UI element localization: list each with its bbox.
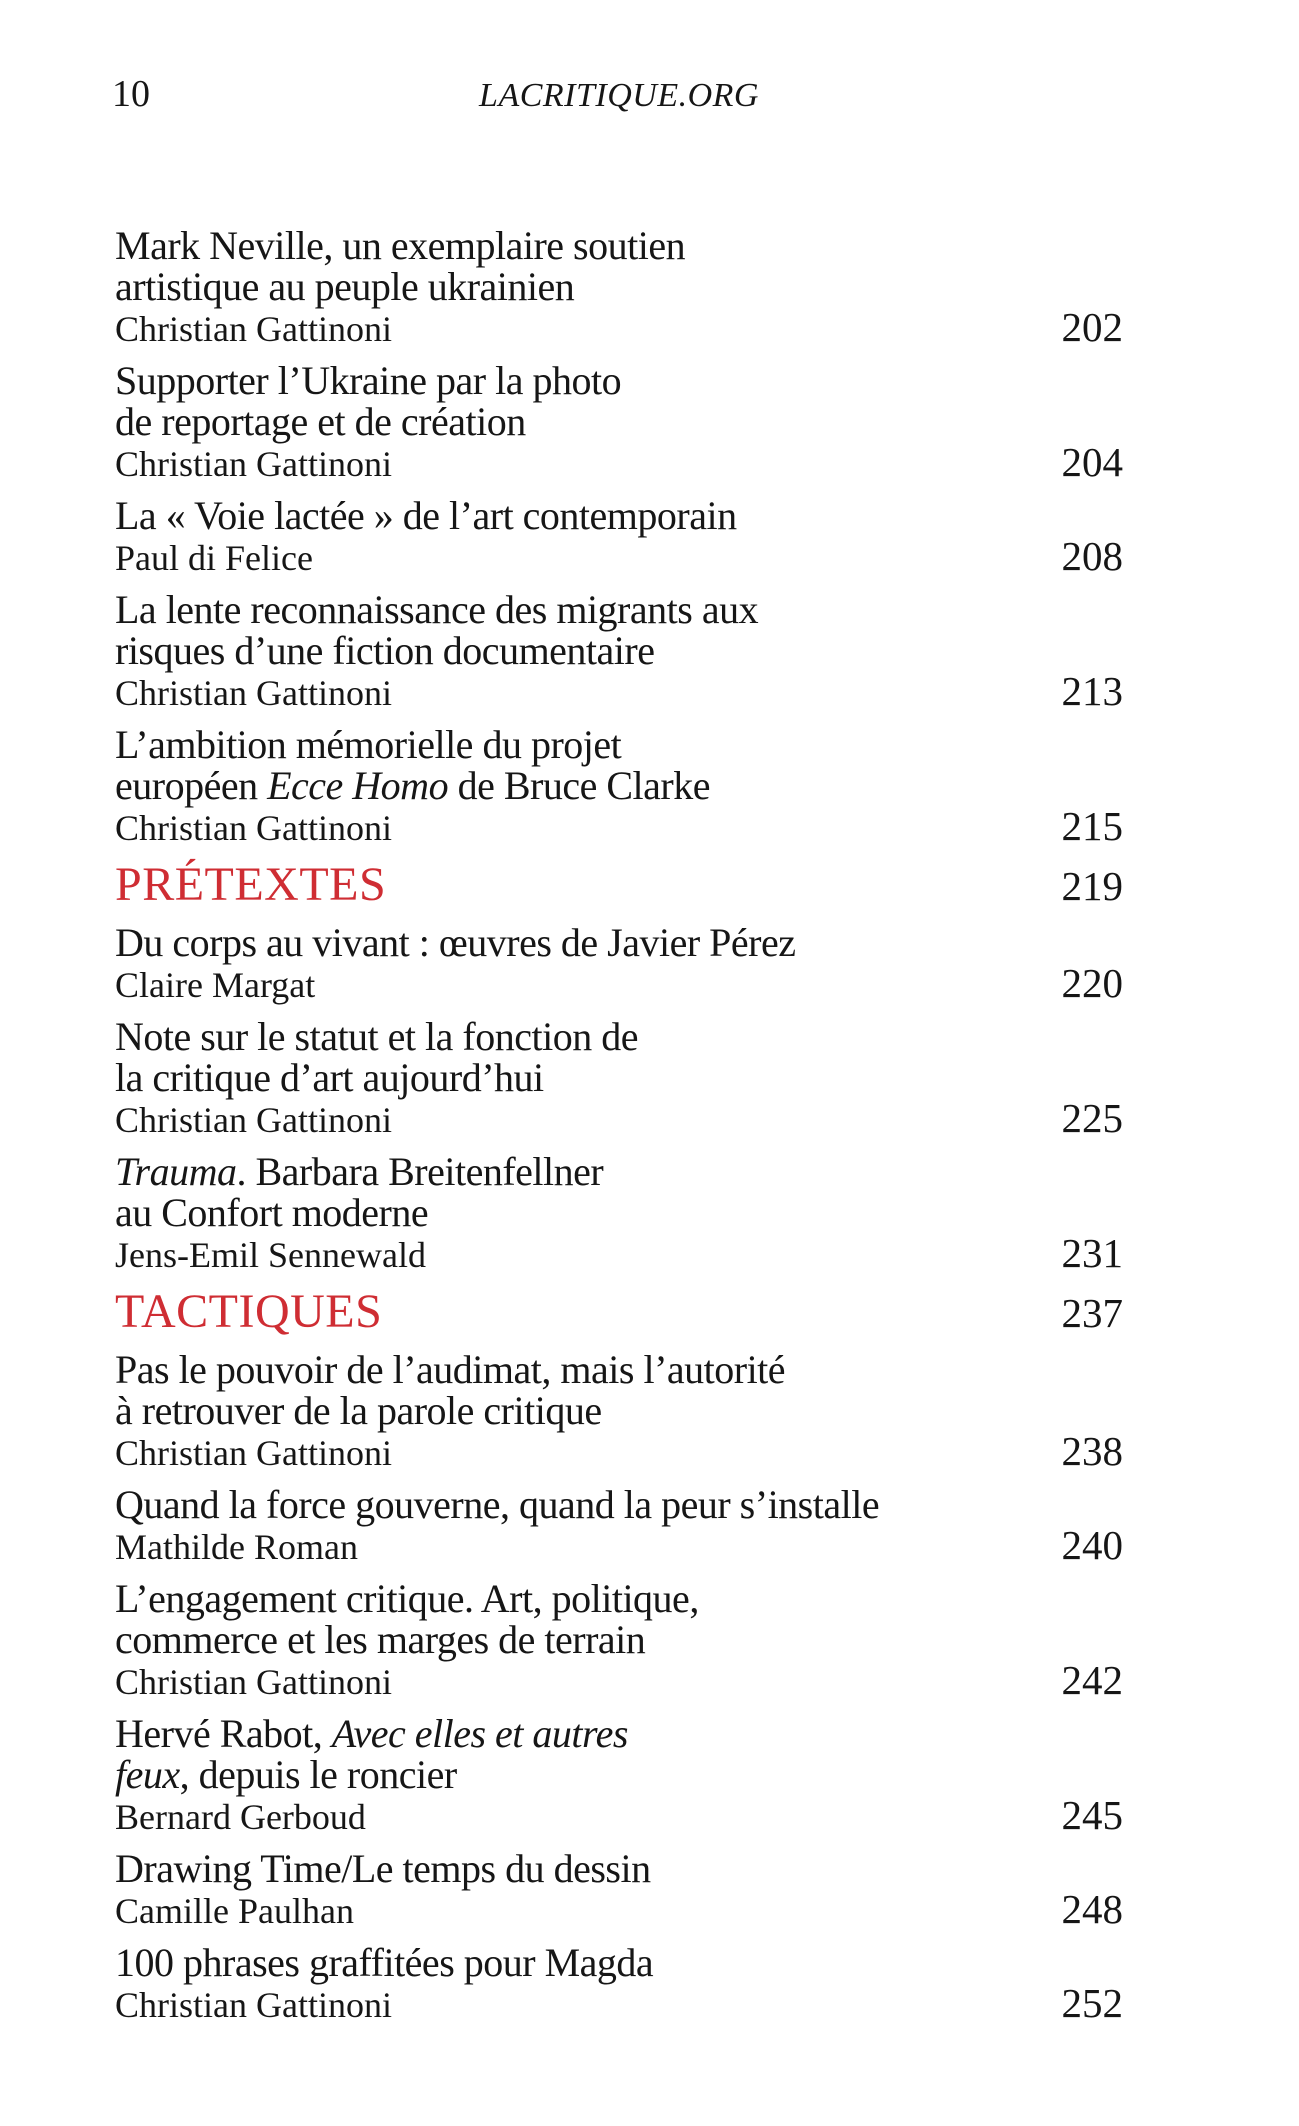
entry-title-line: [115, 1057, 1123, 1098]
entry-title-line: [115, 1578, 1123, 1619]
entry-title-line: [115, 360, 1123, 401]
entry-page-number: 215: [1061, 803, 1123, 849]
entry-title-line: [115, 724, 1123, 765]
entry-meta-row: [115, 304, 1123, 350]
title-segment: La « Voie lactée » de l’art contemporain: [115, 493, 737, 538]
entry-meta-row: [115, 533, 1123, 579]
entry-page-number: 225: [1061, 1095, 1123, 1141]
entry-title-line: [115, 495, 1123, 536]
title-segment: au Confort moderne: [115, 1190, 429, 1235]
entry-author: Christian Gattinoni: [115, 444, 392, 484]
toc-entry: [115, 225, 1123, 349]
entry-page-number: 252: [1061, 1980, 1123, 2026]
entry-meta-row: [115, 1886, 1123, 1932]
entry-page-number: 248: [1061, 1886, 1123, 1932]
entry-title-line: [115, 266, 1123, 307]
entry-meta-row: [115, 668, 1123, 714]
entry-title-line: [115, 589, 1123, 630]
entry-title: [115, 922, 1123, 963]
title-segment: Quand la force gouverne, quand la peur s’installe: [115, 1482, 880, 1527]
page-number: 10: [112, 73, 150, 115]
section-label: PRÉTEXTES: [115, 858, 387, 911]
entry-title-line: [115, 225, 1123, 266]
toc-entry: [115, 1578, 1123, 1702]
entry-author: Camille Paulhan: [115, 1891, 354, 1931]
entry-meta-row: [115, 1980, 1123, 2026]
entry-meta-row: [115, 960, 1123, 1006]
entry-title: [115, 1848, 1123, 1889]
entry-author: Christian Gattinoni: [115, 1433, 392, 1473]
italic-title-segment: Trauma: [115, 1149, 237, 1194]
entry-title: [115, 225, 1123, 307]
entry-author: Bernard Gerboud: [115, 1797, 366, 1837]
entry-meta-row: [115, 1230, 1123, 1276]
entry-meta-row: [115, 1657, 1123, 1703]
entry-title-line: [115, 1619, 1123, 1660]
entry-page-number: 202: [1061, 304, 1123, 350]
entry-page-number: 220: [1061, 960, 1123, 1006]
entry-meta-row: [115, 1428, 1123, 1474]
title-segment: Pas le pouvoir de l’audimat, mais l’autorité: [115, 1347, 786, 1392]
entry-author: Christian Gattinoni: [115, 1662, 392, 1702]
entry-page-number: 204: [1061, 439, 1123, 485]
toc-entry: [115, 1848, 1123, 1931]
toc-entry: [115, 1484, 1123, 1567]
italic-title-segment: feux: [115, 1752, 180, 1797]
entry-page-number: 213: [1061, 668, 1123, 714]
title-segment: la critique d’art aujourd’hui: [115, 1055, 544, 1100]
table-of-contents: [115, 225, 1123, 2036]
entry-title: [115, 495, 1123, 536]
entry-meta-row: [115, 1792, 1123, 1838]
entry-author: Paul di Felice: [115, 538, 313, 578]
entry-title: [115, 1016, 1123, 1098]
title-segment: Note sur le statut et la fonction de: [115, 1014, 638, 1059]
entry-meta-row: [115, 803, 1123, 849]
entry-meta-row: [115, 1522, 1123, 1568]
entry-author: Christian Gattinoni: [115, 309, 392, 349]
title-segment: L’ambition mémorielle du projet: [115, 722, 622, 767]
toc-entry: [115, 589, 1123, 713]
entry-title: [115, 1942, 1123, 1983]
title-segment: , depuis le roncier: [179, 1752, 457, 1797]
italic-title-segment: Avec elles et autres: [331, 1711, 628, 1756]
entry-title-line: [115, 1390, 1123, 1431]
entry-title: [115, 1713, 1123, 1795]
entry-title: [115, 1578, 1123, 1660]
entry-title-line: [115, 1713, 1123, 1754]
toc-entry: [115, 1942, 1123, 2025]
entry-meta-row: [115, 439, 1123, 485]
title-segment: à retrouver de la parole critique: [115, 1388, 602, 1433]
entry-title-line: [115, 1484, 1123, 1525]
entry-title: [115, 360, 1123, 442]
title-segment: artistique au peuple ukrainien: [115, 264, 575, 309]
entry-author: Claire Margat: [115, 965, 316, 1005]
entry-page-number: 240: [1061, 1522, 1123, 1568]
entry-title: [115, 1484, 1123, 1525]
entry-title: [115, 1151, 1123, 1233]
entry-author: Christian Gattinoni: [115, 673, 392, 713]
entry-title-line: [115, 1016, 1123, 1057]
entry-author: Christian Gattinoni: [115, 808, 392, 848]
toc-section-heading: [115, 1286, 1123, 1339]
title-segment: de Bruce Clarke: [448, 763, 710, 808]
entry-title-line: [115, 630, 1123, 671]
toc-entry: [115, 1713, 1123, 1837]
toc-entry: [115, 724, 1123, 848]
running-head: LACRITIQUE.ORG: [479, 77, 759, 114]
title-segment: risques d’une fiction documentaire: [115, 628, 655, 673]
entry-author: Mathilde Roman: [115, 1527, 358, 1567]
entry-title: [115, 1349, 1123, 1431]
title-segment: Supporter l’Ukraine par la photo: [115, 358, 622, 403]
entry-title-line: [115, 1192, 1123, 1233]
title-segment: La lente reconnaissance des migrants aux: [115, 587, 759, 632]
title-segment: Hervé Rabot,: [115, 1711, 332, 1756]
section-page-number: 237: [1061, 1290, 1123, 1336]
italic-title-segment: Ecce Homo: [267, 763, 449, 808]
title-segment: européen: [115, 763, 268, 808]
entry-title-line: [115, 765, 1123, 806]
toc-section-heading: [115, 859, 1123, 912]
section-page-number: 219: [1061, 863, 1123, 909]
toc-entry: [115, 1016, 1123, 1140]
entry-page-number: 245: [1061, 1792, 1123, 1838]
entry-title: [115, 589, 1123, 671]
title-segment: de reportage et de création: [115, 399, 526, 444]
title-segment: Drawing Time/Le temps du dessin: [115, 1846, 651, 1891]
title-segment: L’engagement critique. Art, politique,: [115, 1576, 699, 1621]
entry-author: Christian Gattinoni: [115, 1985, 392, 2025]
section-label: TACTIQUES: [115, 1285, 383, 1338]
entry-title: [115, 724, 1123, 806]
entry-title-line: [115, 401, 1123, 442]
toc-entry: [115, 1349, 1123, 1473]
toc-entry: [115, 495, 1123, 578]
entry-author: Christian Gattinoni: [115, 1100, 392, 1140]
toc-entry: [115, 922, 1123, 1005]
entry-title-line: [115, 1349, 1123, 1390]
title-segment: Du corps au vivant : œuvres de Javier Pérez: [115, 920, 796, 965]
entry-page-number: 242: [1061, 1657, 1123, 1703]
title-segment: . Barbara Breitenfellner: [236, 1149, 604, 1194]
entry-page-number: 231: [1061, 1230, 1123, 1276]
entry-title-line: [115, 1754, 1123, 1795]
title-segment: 100 phrases graffitées pour Magda: [115, 1940, 654, 1985]
entry-page-number: 238: [1061, 1428, 1123, 1474]
entry-title-line: [115, 1942, 1123, 1983]
entry-title-line: [115, 1151, 1123, 1192]
toc-entry: [115, 360, 1123, 484]
entry-meta-row: [115, 1095, 1123, 1141]
toc-entry: [115, 1151, 1123, 1275]
entry-title-line: [115, 1848, 1123, 1889]
title-segment: Mark Neville, un exemplaire soutien: [115, 223, 686, 268]
entry-title-line: [115, 922, 1123, 963]
entry-author: Jens-Emil Sennewald: [115, 1235, 426, 1275]
title-segment: commerce et les marges de terrain: [115, 1617, 646, 1662]
entry-page-number: 208: [1061, 533, 1123, 579]
